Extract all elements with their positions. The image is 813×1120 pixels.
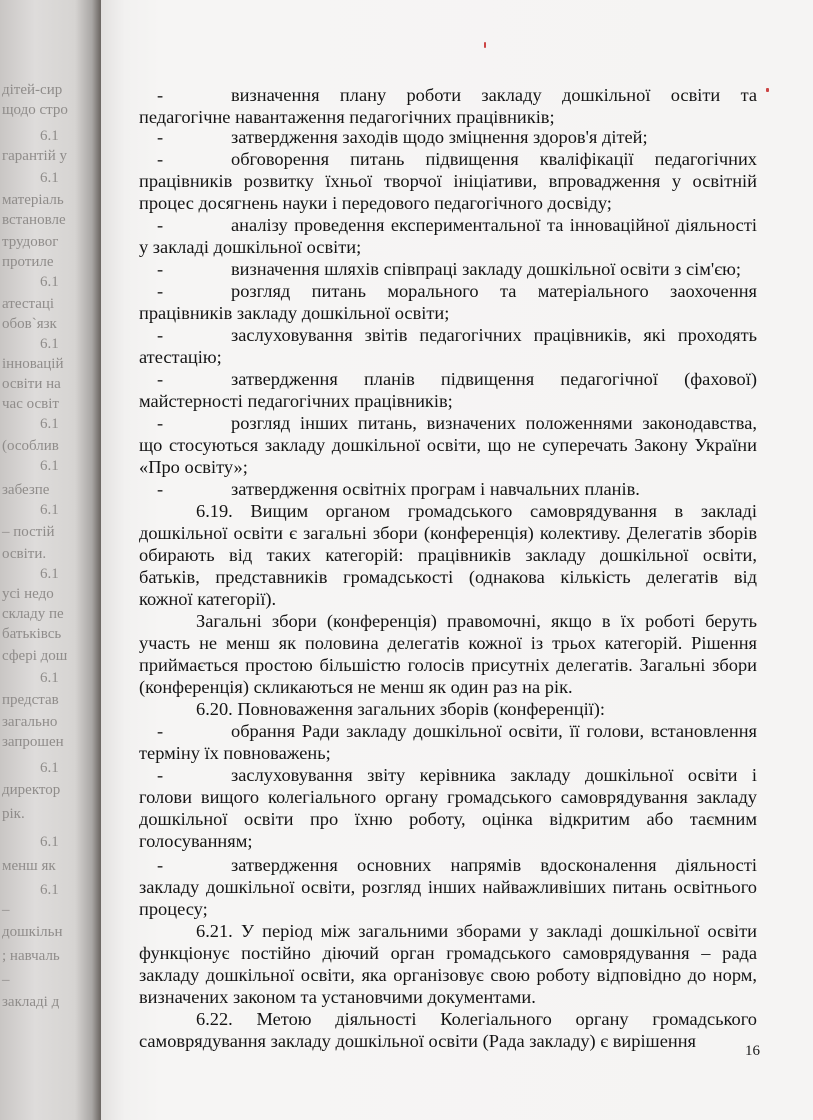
- bullet-item: [157, 126, 757, 148]
- paragraph-line: функціонує постійно діючий орган громадського самоврядування – рада: [139, 943, 757, 963]
- bullet-item: [157, 720, 757, 742]
- bullet-text: аналізу проведення експериментальної та інноваційної діяльності: [231, 215, 757, 235]
- facing-page-fragment: 6.1: [40, 458, 59, 474]
- bullet-dash: -: [157, 259, 164, 279]
- paragraph-first-line: 6.21. У період між загальними зборами у закладі дошкільної освіти: [196, 921, 757, 941]
- paragraph-line: обирають від таких категорій: працівників закладу дошкільної освіти,: [139, 545, 757, 565]
- facing-page-fragment: запрошен: [2, 734, 64, 750]
- bullet-dash: -: [157, 721, 164, 741]
- bullet-item: [157, 368, 757, 390]
- paragraph-line: дошкільної освіти про їхню роботу, оцінка відкритим або таємним: [139, 809, 757, 829]
- paragraph-line: терміну їх повноважень;: [139, 743, 331, 763]
- bullet-dash: -: [157, 85, 164, 105]
- bullet-item: [157, 764, 757, 786]
- facing-page-fragment: 6.1: [40, 170, 59, 186]
- paragraph-line: голови вищого колегіального органу громадського самоврядування закладу: [139, 787, 757, 807]
- facing-page-fragment: 6.1: [40, 882, 59, 898]
- facing-page-fragment: обов`язк: [2, 316, 57, 332]
- paragraph-first-line: Загальні збори (конференція) правомочні, якщо в їх роботі беруть: [196, 611, 757, 631]
- bullet-item: [157, 324, 757, 346]
- bullet-item: [157, 84, 757, 106]
- bullet-dash: -: [157, 215, 164, 235]
- bullet-item: [157, 412, 757, 434]
- facing-page-fragment: забезпе: [2, 482, 50, 498]
- bullet-dash: -: [157, 855, 164, 875]
- facing-page-fragment: 6.1: [40, 566, 59, 582]
- bullet-dash: -: [157, 281, 164, 301]
- facing-page-fragment: освіти на: [2, 376, 61, 392]
- facing-page-fragment: ; навчаль: [2, 948, 60, 964]
- facing-page-fragment: гарантій у: [2, 148, 67, 164]
- red-pen-mark: [766, 88, 769, 92]
- document-page: [101, 0, 813, 1120]
- paragraph-line: майстерності педагогічних працівників;: [139, 391, 453, 411]
- facing-page-fragment: складу пе: [2, 606, 64, 622]
- facing-page-fragment: представ: [2, 692, 59, 708]
- bullet-item: [157, 854, 757, 876]
- facing-page-fragment: дошкільн: [2, 924, 63, 940]
- facing-page-fragment: директор: [2, 782, 61, 798]
- bullet-text: затвердження планів підвищення педагогічної (фахової): [231, 369, 757, 389]
- facing-page-fragment: менш як: [2, 858, 56, 874]
- facing-page-fragment: встановле: [2, 212, 66, 228]
- bullet-item: [157, 214, 757, 236]
- paragraph-line: (конференція) скликаються не менш як один раз на рік.: [139, 677, 573, 697]
- bullet-text: визначення плану роботи закладу дошкільної освіти та: [231, 85, 757, 105]
- paragraph-first-line: 6.22. Метою діяльності Колегіального органу громадського: [196, 1009, 757, 1029]
- bullet-dash: -: [157, 325, 164, 345]
- facing-page-fragment: батьківсь: [2, 626, 62, 642]
- facing-page-fragment: 6.1: [40, 502, 59, 518]
- bullet-text: обговорення питань підвищення кваліфікації педагогічних: [231, 149, 757, 169]
- facing-page-fragment: –: [2, 902, 10, 918]
- bullet-dash: -: [157, 413, 164, 433]
- paragraph-line: що стосуються закладу дошкільної освіти, що не суперечать Закону України: [139, 435, 757, 455]
- facing-page-fragment: 6.1: [40, 336, 59, 352]
- bullet-text: заслуховування звіту керівника закладу дошкільної освіти і: [231, 765, 757, 785]
- paragraph-line: участь не менш як половина делегатів кожної із трьох категорій. Рішення: [139, 633, 757, 653]
- facing-page-fragment: –: [2, 972, 10, 988]
- facing-page-fragment: 6.1: [40, 416, 59, 432]
- bullet-dash: -: [157, 127, 164, 147]
- bullet-text: затвердження заходів щодо зміцнення здоров'я дітей;: [231, 127, 648, 147]
- paragraph-line: приймається простою більшістю голосів присутніх делегатів. Загальні збори: [139, 655, 757, 675]
- paragraph-line: «Про освіту»;: [139, 457, 248, 477]
- paragraph-line: дошкільної освіти є загальні збори (конференція) колективу. Делегатів зборів: [139, 523, 757, 543]
- facing-page-fragment: дітей-сир: [2, 82, 63, 98]
- paragraph-line: визначених законом та установчими документами.: [139, 987, 536, 1007]
- paragraph-line: закладу дошкільної освіти, розгляд інших найважливіших питань освітнього: [139, 877, 757, 897]
- paragraph-line: закладу дошкільної освіти, яка організовує свою роботу відповідно до норм,: [139, 965, 757, 985]
- facing-page-fragment: 6.1: [40, 760, 59, 776]
- bullet-item: [157, 280, 757, 302]
- facing-page-fragment: 6.1: [40, 128, 59, 144]
- bullet-dash: -: [157, 765, 164, 785]
- facing-page-fragment: рік.: [2, 806, 25, 822]
- bullet-text: заслуховування звітів педагогічних працівників, які проходять: [231, 325, 757, 345]
- bullet-dash: -: [157, 479, 164, 499]
- paragraph-line: голосуванням;: [139, 831, 253, 851]
- facing-page-fragment: матеріаль: [2, 192, 64, 208]
- previous-page-edge: [0, 0, 100, 1120]
- paragraph-first-line: 6.19. Вищим органом громадського самоврядування в закладі: [196, 501, 757, 521]
- facing-page-fragment: протиле: [2, 254, 54, 270]
- bullet-text: визначення шляхів співпраці закладу дошкільної освіти з сім'єю;: [231, 259, 741, 279]
- bullet-item: [157, 148, 757, 170]
- facing-page-fragment: загально: [2, 714, 58, 730]
- facing-page-fragment: – постій: [2, 524, 55, 540]
- bullet-text: розгляд питань морального та матеріального заохочення: [231, 281, 757, 301]
- paragraph-line: працівників закладу дошкільної освіти;: [139, 303, 450, 323]
- paragraph-line: працівників розвитку їхньої творчої ініціативи, впровадження у освітній: [139, 171, 757, 191]
- page-number: 16: [745, 1043, 760, 1059]
- facing-page-fragment: щодо стро: [2, 102, 68, 118]
- red-pen-mark: [484, 42, 486, 48]
- facing-page-fragment: трудовог: [2, 234, 59, 250]
- facing-page-fragment: усі недо: [2, 586, 54, 602]
- paragraph-line: процес досягнень науки і передового педагогічного досвіду;: [139, 193, 612, 213]
- bullet-text: затвердження освітніх програм і навчальних планів.: [231, 479, 640, 499]
- bullet-item: [157, 258, 757, 280]
- facing-page-fragment: 6.1: [40, 274, 59, 290]
- facing-page-fragment: 6.1: [40, 670, 59, 686]
- bullet-text: розгляд інших питань, визначених положеннями законодавства,: [231, 413, 757, 433]
- facing-page-fragment: закладі д: [2, 994, 60, 1010]
- paragraph-line: атестацію;: [139, 347, 222, 367]
- bullet-dash: -: [157, 369, 164, 389]
- paragraph-line: батьків, представників громадськості (однакова кількість делегатів від: [139, 567, 757, 587]
- bullet-text: обрання Ради закладу дошкільної освіти, її голови, встановлення: [231, 721, 757, 741]
- paragraph-first-line: 6.20. Повноваження загальних зборів (конференції):: [196, 699, 606, 719]
- bullet-dash: -: [157, 149, 164, 169]
- facing-page-fragment: 6.1: [40, 834, 59, 850]
- bullet-text: затвердження основних напрямів вдосконалення діяльності: [231, 855, 757, 875]
- facing-page-fragment: атестаці: [2, 296, 55, 312]
- facing-page-fragment: освіти.: [2, 546, 47, 562]
- paragraph-line: процесу;: [139, 899, 208, 919]
- paragraph-line: самоврядування закладу дошкільної освіти (Рада закладу) є вирішення: [139, 1031, 697, 1051]
- facing-page-fragment: сфері дош: [2, 648, 68, 664]
- paragraph-line: кожної категорії).: [139, 589, 277, 609]
- facing-page-fragment: (особлив: [2, 438, 59, 454]
- paragraph-line: у закладі дошкільної освіти;: [139, 237, 362, 257]
- facing-page-fragment: час освіт: [2, 396, 59, 412]
- facing-page-fragment: інновацій: [2, 356, 64, 372]
- bullet-item: [157, 478, 757, 500]
- paragraph-line: педагогічне навантаження педагогічних працівників;: [139, 107, 555, 127]
